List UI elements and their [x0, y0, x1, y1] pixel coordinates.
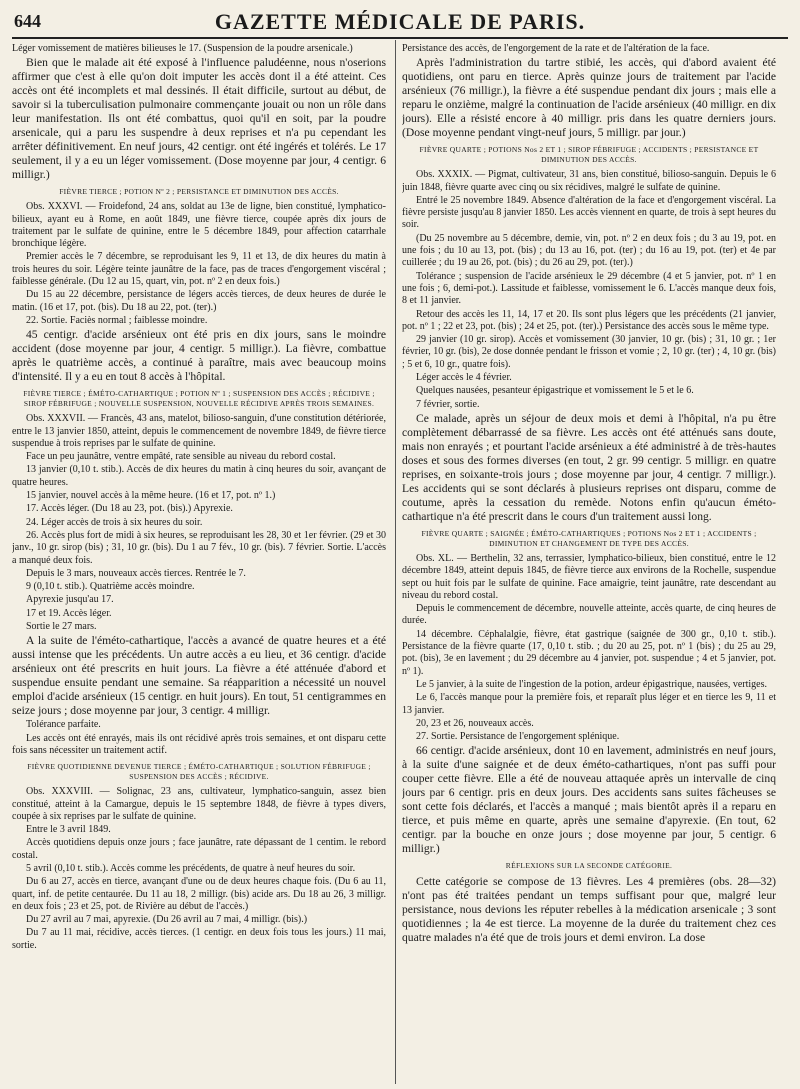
- paragraph: Apyrexie jusqu'au 17.: [26, 594, 114, 606]
- column-divider: [395, 40, 396, 1084]
- paragraph: 7 février, sortie.: [416, 398, 480, 410]
- paragraph: 15 janvier, nouvel accès à la même heure. (16 et 17, pot. nº 1.): [26, 490, 276, 502]
- paragraph: Obs. XXXVI. — Froidefond, 24 ans, soldat au 13e de ligne, bien constitué, lymphatico-bilieux, ayant eu à Rome, en août 1849, une fièvre tierce, coupée après dix jours de traitement par le sulfate de quinine, entre le 5 décembre 1849, pour affection catarrhale bronchique légère.: [12, 201, 386, 250]
- journal-title: GAZETTE MÉDICALE DE PARIS.: [214, 9, 586, 34]
- paragraph: 17. Accès léger. (Du 18 au 23, pot. (bis).) Apyrexie.: [26, 503, 233, 515]
- paragraph: 66 centigr. d'acide arsénieux, dont 10 en lavement, administrés en neuf jours, à la suite d'une saignée et de deux éméto-cathartiques, n'ont pas suffi pour couper cette fièvre. Elle a été de nouveau attaquée après un intervalle de cinq jours par 6 centigr. pris en deux jours. Des accidents sans suites fâcheuses se sont cette fois déclarés, et l'accès a manqué ; mais bientôt après il a reparu en tierce, et puis même en quarte, après une semaine d'apyrexie. (En tout, 62 centigr. par la bouche en onze jours ; dose moyenne par jour, 5 centigr. 6 milligr.): [402, 744, 776, 856]
- paragraph: 5 avril (0,10 t. stib.). Accès comme les précédents, de quatre à neuf heures du soir.: [26, 862, 356, 874]
- section-heading: FIÈVRE TIERCE ; ÉMÉTO-CATHARTIQUE ; POTION Nº 1 ; SUSPENSION DES ACCÈS ; RÉCIDIVE ; SIROP FÉBRIFUGE ; NOUVELLE SUSPENSION, NOUVELLE RÉCIDIVE APRÈS TROIS SEMAINES.: [23, 389, 375, 409]
- paragraph: Ce malade, après un séjour de deux mois et demi à l'hôpital, n'a pu être complètement débarrassé de sa fièvre. Les accès ont été atténués sans doute, mais non enrayés ; et pourtant l'acide arsénieux a été administré à de très-hautes doses et sous des formes diverses (en tout, 2 gr. 99 centigr. 5 milligr. en quatre reprises, en soixante-trois jours ; dose moyenne par jour, 4 centigr. 7 milligr.). Les accidents qui se sont déclarés à plusieurs reprises ont disparu, comme de coutume, après la cessation du remède. Notons enfin qu'aucun éméto-cathartique n'a été prescrit dans le cours d'un traitement aussi long.: [402, 411, 776, 523]
- paragraph: Entré le 25 novembre 1849. Absence d'altération de la face et d'engorgement viscéral. La fièvre persiste jusqu'au 8 janvier 1850. Les accès viennent en quarte, de trois à sept heures du soir.: [402, 194, 776, 231]
- paragraph: 24. Léger accès de trois à six heures du soir.: [26, 516, 203, 528]
- section-heading: FIÈVRE QUARTE ; POTIONS Nos 2 ET 1 ; SIROP FÉBRIFUGE ; ACCIDENTS ; PERSISTANCE ET DIMINUTION DES ACCÈS.: [419, 145, 759, 165]
- paragraph: Quelques nausées, pesanteur épigastrique et vomissement le 5 et le 6.: [416, 385, 694, 397]
- paragraph: Léger accès le 4 février.: [416, 372, 512, 384]
- section-heading: FIÈVRE TIERCE ; POTION Nº 2 ; PERSISTANCE ET DIMINUTION DES ACCÈS.: [59, 187, 339, 197]
- left-column: [12, 43, 386, 1083]
- section-heading: FIÈVRE QUOTIDIENNE DEVENUE TIERCE ; ÉMÉTO-CATHARTIQUE ; SOLUTION FÉBRIFUGE ; SUSPENSION DES ACCÈS ; RÉCIDIVE.: [27, 762, 371, 782]
- paragraph: Retour des accès les 11, 14, 17 et 20. Ils sont plus légers que les précédents (21 janvier, pot. nº 1 ; 22 et 23, pot. (bis) ; 24 et 25, pot. (ter).) Persistance des accès sous le même type.: [402, 308, 776, 332]
- paragraph: 27. Sortie. Persistance de l'engorgement splénique.: [416, 731, 620, 743]
- paragraph: Du 27 avril au 7 mai, apyrexie. (Du 26 avril au 7 mai, 4 milligr. (bis).): [26, 914, 308, 926]
- paragraph: Léger vomissement de matières bilieuses le 17. (Suspension de la poudre arsenicale.): [12, 43, 353, 54]
- section-heading: FIÈVRE QUARTE ; SAIGNÉE ; ÉMÉTO-CATHARTIQUES ; POTIONS Nos 2 ET 1 ; ACCIDENTS ; DIMINUTION ET CHANGEMENT DE TYPE DES ACCÈS.: [421, 528, 757, 548]
- header-rule: [12, 37, 788, 39]
- paragraph: Du 6 au 27, accès en tierce, avançant d'une ou de deux heures chaque fois. (Du 6 au 11, quart, inf. de petite centaurée. Du 11 au 18, 2 milligr. (bis) acide ars. Du 18 au 26, 3 milligr. en deux fois ; 23 et 25, pot. de Rivière au début de l'accès.): [12, 876, 386, 912]
- paragraph: Après l'administration du tartre stibié, les accès, qui d'abord avaient été quotidiens, ont paru en tierce. Après quinze jours de traitement par l'acide arsénieux (76 milligr.), la fièvre a été suspendue pendant dix jours ; mais elle a reparu le onzième, malgré la continuation de l'acide arsénieux (40 milligr. en dix jours). Elle a résisté encore à 40 milligr. pris dans les quatre derniers jours. (Dose moyenne pendant vingt-neuf jours, 5 milligr. par jour.): [402, 56, 776, 140]
- paragraph: 14 décembre. Céphalalgie, fièvre, état gastrique (saignée de 300 gr., 0,10 t. stib.). Persistance de la fièvre quarte (17, 0,10 t. stib. ; du 20 au 25, pot. nº 1 (bis) ; du 25 au 29, pot. (bis), 3e en lavement ; du 29 décembre au 4 janvier, pot. suspendue ; 4 et 5 janvier, pot. nº 1).: [402, 628, 776, 677]
- paragraph: Cette catégorie se compose de 13 fièvres. Les 4 premières (obs. 28—32) n'ont pas été traitées pendant un temps suffisant pour que, malgré leur persistance, nous devions les réputer rebelles à la médication arsenicale ; 3 sont quotidiennes ; la 4e est tierce. La moyenne de la durée du traitement chez ces quatre malades n'a été que de trois jours et demi environ. La dose: [402, 875, 776, 945]
- paragraph: 13 janvier (0,10 t. stib.). Accès de dix heures du matin à cinq heures du soir, avançant de quatre heures.: [12, 464, 386, 488]
- paragraph: Depuis le 3 mars, nouveaux accès tierces. Rentrée le 7.: [26, 567, 246, 579]
- paragraph: 9 (0,10 t. stib.). Quatrième accès moindre.: [26, 581, 195, 593]
- paragraph: Le 6, l'accès manque pour la première fois, et reparaît plus léger et en tierce les 9, 11 et 13 janvier.: [402, 692, 776, 716]
- paragraph: Depuis le commencement de décembre, nouvelle atteinte, accès quarte, de cinq heures de durée.: [402, 603, 776, 627]
- paragraph: Les accès ont été enrayés, mais ils ont récidivé après trois semaines, et ont disparu cette fois sans nécessiter un traitement actif.: [12, 732, 386, 756]
- right-column: [402, 43, 776, 1083]
- paragraph: Obs. XXXVII. — Francès, 43 ans, matelot, bilioso-sanguin, d'une constitution détériorée, entre le 13 janvier 1850, atteint, depuis le commencement de novembre 1849, de fièvre tierce suspendue à trois reprises par le sulfate de quinine.: [12, 413, 386, 449]
- paragraph: Du 7 au 11 mai, récidive, accès tierces. (1 centigr. en deux fois tous les jours.) 11 mai, sortie.: [12, 927, 386, 951]
- paragraph: 45 centigr. d'acide arsénieux ont été pris en dix jours, sans le moindre accident (dose moyenne par jour, 4 centigr. 5 milligr.). La fièvre, combattue après le quatrième accès, a continué à paraître, mais avec beaucoup moins d'intensité. Il y a eu en tout 8 accès à l'hôpital.: [12, 328, 386, 384]
- paragraph: Premier accès le 7 décembre, se reproduisant les 9, 11 et 13, de dix heures du matin à trois heures du soir. Légère teinte jaunâtre de la face, pas de traces d'engorgement viscéral ; faiblesse générale. (Du 12 au 15, quart, vin, pot. nº 2 en deux fois.): [12, 251, 386, 288]
- paragraph: Tolérance ; suspension de l'acide arsénieux le 29 décembre (4 et 5 janvier, pot. nº 1 en une fois ; 6, demi-pot.). Lassitude et faiblesse, vomissement le 6. L'accès manque deux fois, 8 et 11 janvier.: [402, 270, 776, 307]
- paragraph: 20, 23 et 26, nouveaux accès.: [416, 717, 534, 729]
- paragraph: Accès quotidiens depuis onze jours ; face jaunâtre, rate dépassant de 1 centim. le rebord costal.: [12, 837, 386, 861]
- paragraph: 29 janvier (10 gr. sirop). Accès et vomissement (30 janvier, 10 gr. (bis) ; 31, 10 gr. ; 1er février, 10 gr. (bis), 2e dose donnée pendant le frisson et vomie ; 2, 10 gr. (ter) ; 4, 10 gr. (bis) ; 5 et 6, 10 gr., quatre fois).: [402, 334, 776, 370]
- paragraph: 22. Sortie. Faciès normal ; faiblesse moindre.: [26, 314, 208, 326]
- paragraph: A la suite de l'éméto-cathartique, l'accès a avancé de quatre heures et a été aussi intense que les précédents. Un autre accès a eu lieu, et 36 centigr. d'acide arsénieux ont été prescrits en huit jours. La fièvre a été atténuée d'abord et suspendue ensuite pendant une semaine. Sa réapparition a nécessité un nouvel emploi d'acide arsénieux (15 centigr. en huit jours). En tout, 51 centigrammes en seize jours ; dose moyenne par jour, 3 centigr. 4 milligr.: [12, 634, 386, 718]
- paragraph: Obs. XXXVIII. — Solignac, 23 ans, cultivateur, lymphatico-sanguin, assez bien constitué, atteint à la Camargue, depuis le 15 septembre 1848, de fièvre à types divers, coupée à six reprises par le sulfate de quinine.: [12, 786, 386, 822]
- paragraph: Obs. XXXIX. — Pigmat, cultivateur, 31 ans, bien constitué, bilioso-sanguin. Depuis le 6 juin 1848, fièvre quarte avec cinq ou six récidives, malgré le sulfate de quinine.: [402, 169, 776, 193]
- paragraph: (Du 25 novembre au 5 décembre, demie, vin, pot. nº 2 en deux fois ; du 3 au 19, pot. en une fois ; du 10 au 13, pot. (bis) ; du 13 au 16, pot. (ter) ; du 16 au 19, pot. (ter) et 4e par cuillerée ; du 19 au 26, pot. (bis) ; du 26 au 29, pot. (ter).): [402, 232, 776, 269]
- paragraph: 17 et 19. Accès léger.: [26, 607, 112, 619]
- page-header: [14, 9, 786, 35]
- paragraph: Le 5 janvier, à la suite de l'ingestion de la potion, ardeur épigastrique, nausées, vertiges.: [416, 678, 768, 690]
- section-heading: RÉFLEXIONS SUR LA SECONDE CATÉGORIE.: [505, 861, 673, 871]
- paragraph: Obs. XL. — Berthelin, 32 ans, terrassier, lymphatico-bilieux, bien constitué, entre le 12 décembre 1849, atteint depuis 1845, de fièvre tierce aux environs de la Rochelle, suspendue sept ou huit fois par le sulfate de quinine. Face amaigrie, teint jaunâtre, rate descendant au niveau du rebord costal.: [402, 552, 776, 601]
- paragraph: Tolérance parfaite.: [26, 719, 101, 731]
- paragraph: Face un peu jaunâtre, ventre empâté, rate sensible au niveau du rebord costal.: [26, 451, 336, 463]
- paragraph: Sortie le 27 mars.: [26, 621, 97, 633]
- paragraph: Persistance des accès, de l'engorgement de la rate et de l'altération de la face.: [402, 43, 710, 54]
- page-number: 644: [14, 11, 41, 31]
- paragraph: 26. Accès plus fort de midi à six heures, se reproduisant les 28, 30 et 1er février. (29 et 30 janv., 10 gr. sirop (bis) ; 31, 10 gr. (bis). Du 1 au 7 fév., 10 gr. (bis). 7 février. Sortie. L'accès a manqué deux fois.: [12, 529, 386, 566]
- paragraph: Bien que le malade ait été exposé à l'influence paludéenne, nous n'oserions affirmer que c'est à elle qu'on doit imputer les accès dont il a été atteint. Ces accès ont été incomplets et mal dessinés. Il était difficile, surtout au début, de savoir si la tuberculisation pulmonaire commençante jouait ou non un rôle dans leur manifestation. Ils ont été combattus, quoi qu'il en soit, par la poudre arsenicale, qui a paru les suspendre à deux reprises et n'a pu cependant les arrêter définitivement. En neuf jours, 42 centigr. ont été ingérés et tolérés. Le 17 seulement, il y a eu un léger vomissement. (Dose moyenne par jour, 4 centigr. 6 milligr.): [12, 56, 386, 182]
- paragraph: Du 15 au 22 décembre, persistance de légers accès tierces, de deux heures de durée le matin. (16 et 17, pot. (bis). Du 18 au 22, pot. (ter).): [12, 289, 386, 313]
- paragraph: Entre le 3 avril 1849.: [26, 824, 111, 836]
